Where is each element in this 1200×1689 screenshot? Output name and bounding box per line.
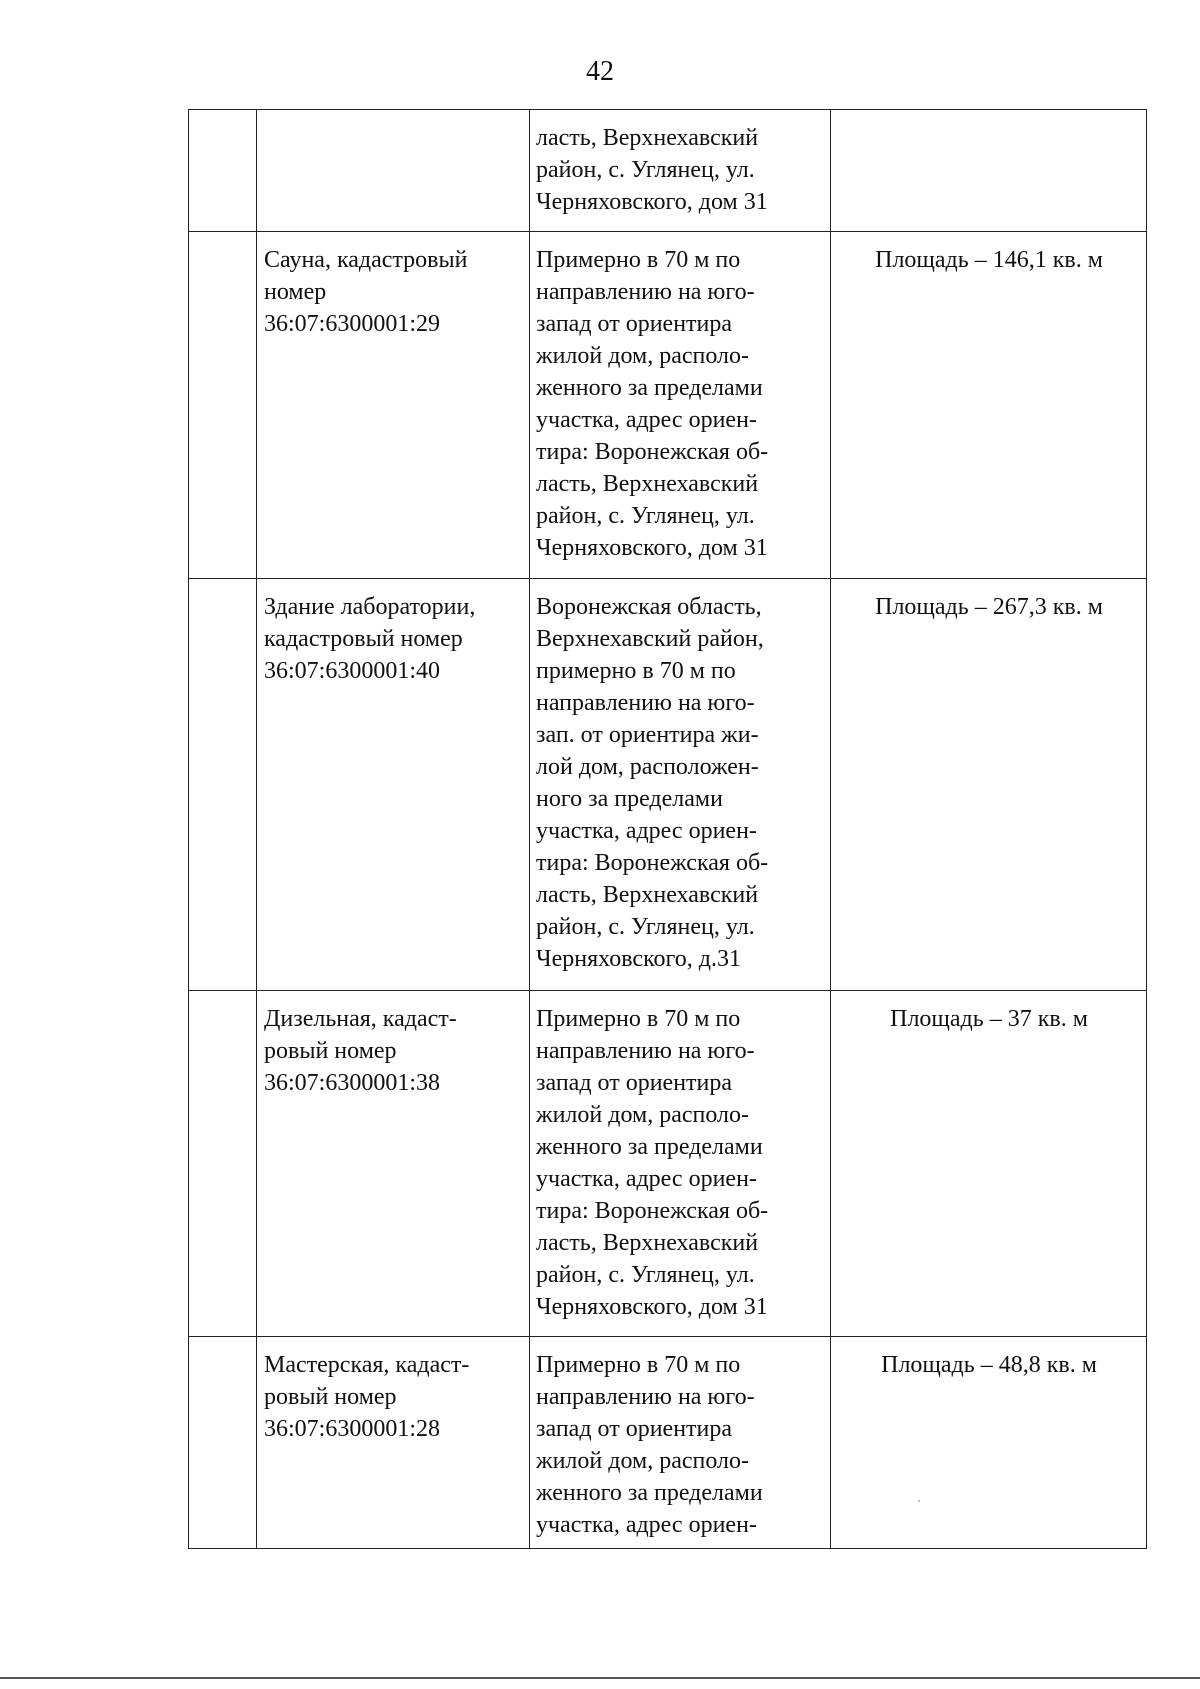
address-line: участка, адрес ориен- <box>536 1512 757 1538</box>
address-line: жилой дом, располо- <box>536 343 749 369</box>
number-cell <box>189 110 257 232</box>
address-line: запад от ориентира <box>536 1416 733 1442</box>
address-line: участка, адрес ориен- <box>536 407 757 433</box>
object-name-line: Мастерская, кадаст- <box>264 1352 470 1378</box>
object-name-line: номер <box>264 279 327 305</box>
area-cell <box>831 991 1147 1337</box>
address-cell <box>530 110 831 232</box>
object-name-line: ровый номер <box>264 1384 397 1410</box>
object-name-cell <box>257 1337 530 1549</box>
number-cell <box>189 991 257 1337</box>
area-cell <box>831 579 1147 991</box>
area-value: Площадь – 37 кв. м <box>890 1006 1088 1032</box>
object-name-cell <box>257 579 530 991</box>
address-line: Примерно в 70 м по <box>536 1352 741 1378</box>
object-name-line: 36:07:6300001:38 <box>264 1070 441 1096</box>
address-cell <box>530 232 831 579</box>
address-line: жилой дом, располо- <box>536 1102 749 1128</box>
address-line: ласть, Верхнехавский <box>536 125 759 151</box>
area-cell <box>831 1337 1147 1549</box>
area-cell <box>831 232 1147 579</box>
address-line: запад от ориентира <box>536 1070 733 1096</box>
address-line: зап. от ориентира жи- <box>536 722 759 748</box>
address-line: лой дом, расположен- <box>536 754 759 780</box>
address-line: Верхнехавский район, <box>536 626 764 652</box>
address-line: женного за пределами <box>536 1134 763 1160</box>
address-line: район, с. Углянец, ул. <box>536 1262 755 1288</box>
area-value: Площадь – 267,3 кв. м <box>875 594 1103 620</box>
address-line: участка, адрес ориен- <box>536 818 757 844</box>
address-line: жилой дом, располо- <box>536 1448 749 1474</box>
page-number: 42 <box>586 56 614 87</box>
property-table <box>188 109 1147 1549</box>
address-cell <box>530 579 831 991</box>
address-line: район, с. Углянец, ул. <box>536 914 755 940</box>
object-name-cell <box>257 232 530 579</box>
object-name-cell <box>257 110 530 232</box>
address-line: примерно в 70 м по <box>536 658 736 684</box>
address-line: ласть, Верхнехавский <box>536 882 759 908</box>
object-name-line: 36:07:6300001:40 <box>264 658 441 684</box>
table-row <box>189 1337 1147 1549</box>
address-line: направлению на юго- <box>536 279 755 305</box>
number-cell <box>189 232 257 579</box>
object-name-line: Сауна, кадастровый <box>264 247 468 273</box>
address-line: тира: Воронежская об- <box>536 850 769 876</box>
area-value: Площадь – 48,8 кв. м <box>881 1352 1097 1378</box>
number-cell <box>189 579 257 991</box>
table-row <box>189 232 1147 579</box>
object-name-line: Дизельная, кадаст- <box>264 1006 457 1032</box>
address-line: направлению на юго- <box>536 1038 755 1064</box>
address-line: Примерно в 70 м по <box>536 247 741 273</box>
object-name-cell <box>257 991 530 1337</box>
table-body <box>189 110 1147 1549</box>
address-line: направлению на юго- <box>536 690 755 716</box>
address-line: ного за пределами <box>536 786 723 812</box>
address-line: тира: Воронежская об- <box>536 1198 769 1224</box>
address-line: район, с. Углянец, ул. <box>536 157 755 183</box>
object-name-line: ровый номер <box>264 1038 397 1064</box>
address-line: направлению на юго- <box>536 1384 755 1410</box>
address-line: тира: Воронежская об- <box>536 439 769 465</box>
address-line: Черняховского, дом 31 <box>536 189 768 215</box>
address-line: женного за пределами <box>536 1480 763 1506</box>
address-line: Примерно в 70 м по <box>536 1006 741 1032</box>
address-cell <box>530 991 831 1337</box>
address-line: участка, адрес ориен- <box>536 1166 757 1192</box>
object-name-line: 36:07:6300001:29 <box>264 311 441 337</box>
address-line: район, с. Углянец, ул. <box>536 503 755 529</box>
address-line: запад от ориентира <box>536 311 733 337</box>
address-line: ласть, Верхнехавский <box>536 471 759 497</box>
address-cell <box>530 1337 831 1549</box>
address-line: Черняховского, дом 31 <box>536 535 768 561</box>
scan-speck <box>918 1500 920 1502</box>
address-line: Черняховского, дом 31 <box>536 1294 768 1320</box>
table-row <box>189 110 1147 232</box>
bottom-rule <box>0 1677 1200 1679</box>
object-name-line: кадастровый номер <box>264 626 463 652</box>
area-value: Площадь – 146,1 кв. м <box>875 247 1103 273</box>
address-line: Черняховского, д.31 <box>536 946 741 972</box>
number-cell <box>189 1337 257 1549</box>
object-name-line: Здание лаборатории, <box>264 594 476 620</box>
table-row <box>189 579 1147 991</box>
address-line: ласть, Верхнехавский <box>536 1230 759 1256</box>
area-cell <box>831 110 1147 232</box>
object-name-line: 36:07:6300001:28 <box>264 1416 441 1442</box>
address-line: женного за пределами <box>536 375 763 401</box>
table-row <box>189 991 1147 1337</box>
address-line: Воронежская область, <box>536 594 762 620</box>
